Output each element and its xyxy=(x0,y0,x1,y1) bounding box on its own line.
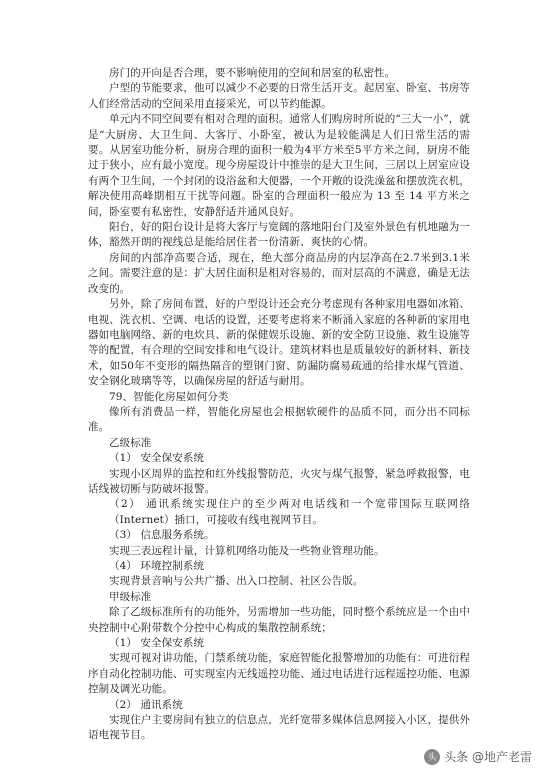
paragraph: （2） 通讯系统 xyxy=(109,698,183,711)
paragraph: 实现三表远程计量，计算机网络功能及一些物业管理功能。 xyxy=(109,544,385,557)
paragraph: （3） 信息服务系统。 xyxy=(109,529,215,542)
paragraph: 实现可视对讲功能，门禁系统功能，家庭智能化报警增加的功能有：可进衍程序自动化控制功能、可实现室内无线遥控功能、通过电话进行远程遥控功能、电源控制及调光功能。 xyxy=(88,652,470,696)
watermark-text: 头条 @地产老雷 xyxy=(444,750,532,764)
paragraph: 户型的节能要求，他可以减少不必要的日常生活开支。起居室、卧室、书房等人们经常活动的空间采用直接采光，可以节约能源。 xyxy=(88,82,470,110)
paragraph: 阳台，好的阳台设计是将大客厅与宽阔的落地阳台门及室外景色有机地融为一体，豁然开朗的视线总是能给居住者一份清新、爽快的心情。 xyxy=(88,221,470,249)
paragraph: 79、智能化房屋如何分类 xyxy=(109,390,229,403)
watermark xyxy=(424,748,532,765)
paragraph: 乙级标准 xyxy=(109,436,152,449)
paragraph: 实现背景音响与公共广播、出入口控制、社区公告版。 xyxy=(109,575,364,588)
paragraph: （1） 安全保安系统 xyxy=(109,637,205,650)
document-body xyxy=(88,66,470,744)
paragraph: （1） 安全保安系统 xyxy=(109,452,205,465)
paragraph: 除了乙级标准所有的功能外，另需增加一些功能，同时整个系统应是一个由中央控制中心附带数个分控中心构成的集散控制系统； xyxy=(88,606,470,634)
paragraph: 实现小区周界的监控和红外线报警防范，火灾与煤气报警，紧急呼救报警，电话线被切断与防破坏报警。 xyxy=(88,467,470,495)
paragraph: 甲级标准 xyxy=(109,590,152,603)
paragraph: 单元内不同空间要有相对合理的面积。通常人们购房时所说的“三大一小”，就是“大厨房、大卫生间、大客厅、小卧室，被认为是较能满足人们日常生活的需要。从居室功能分析，厨房合理的面积一般为4平方米至5平方米之间，厨房不能过于狭小，应有最小宽度。现今房屋设计中推崇的是大卫生间，三居以上居室应设有两个卫生间，一个封闭的设浴盆和大便器，一个开敞的设洗澡盆和摆放洗衣机，解决使用高峰期相互干扰等问题。卧室的合理面积一般应为 13 至 14 平方米之间，卧室要有私密性，安静舒适并通风良好。 xyxy=(88,113,470,218)
paragraph: （4） 环境控制系统 xyxy=(109,560,205,572)
paragraph: 实现住户主要房间有独立的信息点，光纤宽带多媒体信息网接入小区，提供外语电视节目。 xyxy=(88,714,470,742)
paragraph: 房门的开向是否合理，要不影响使用的空间和居室的私密性。 xyxy=(109,67,396,79)
paragraph: （2） 通讯系统实现住户的至少两对电话线和一个宽带国际互联网络（Internet）插口，可接收有线电视网节目。 xyxy=(109,498,470,526)
paragraph: 房间的内部净高要合适，现在，绝大部分商品房的内层净高在2.7米到3.1米之间。需要注意的是：扩大居住面积是相对容易的，而对层高的不满意，确是无法改变的。 xyxy=(88,251,470,295)
paragraph: 像所有消费品一样，智能化房屋也会根据软硬件的品质不同，而分出不同标准。 xyxy=(88,405,470,434)
paragraph: 另外，除了房间布置，好的户型设计还会充分考虑现有各种家用电器如冰箱、电视、洗衣机、空调、电话的设置，还要考虑将来不断涌入家庭的各种新的家用电器如电脑网络、新的电炊具、新的保健娱乐设施、新的安全防卫设施、救生设施等等的配置，有合理的空间安排和电气设计。建筑材料也是质量较好的新材料、新技术，如50年不变形的隔热隔音的塑钢门窗、防漏防腐易疏通的给排水煤气管道、安全钢化玻璃等等，以确保房屋的舒适与耐用。 xyxy=(88,298,470,388)
toutiao-logo-icon: 头 xyxy=(424,749,440,765)
